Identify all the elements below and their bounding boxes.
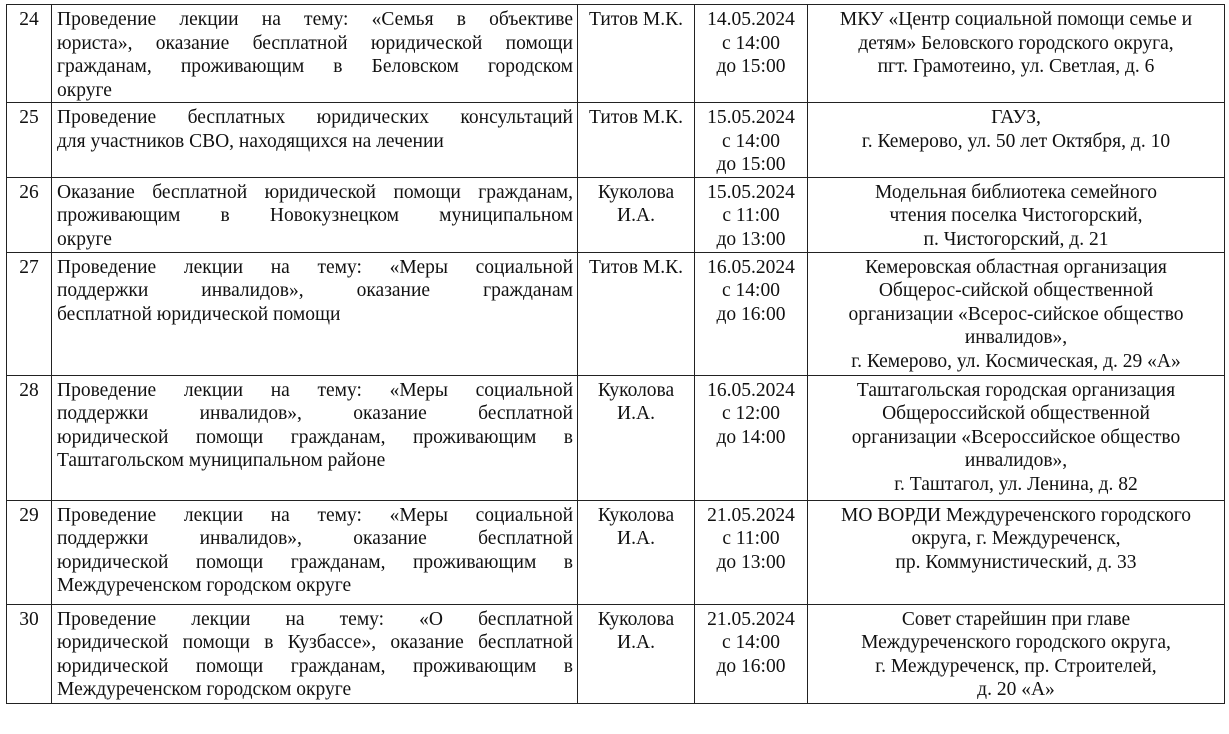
event-datetime-line: до 15:00 xyxy=(716,56,786,77)
event-location-cell xyxy=(808,500,1225,604)
event-description-line: Проведение лекции на тему: «Семья в объективе xyxy=(57,9,573,30)
table-row xyxy=(7,5,1225,103)
event-location-line: пр. Коммунистический, д. 33 xyxy=(895,551,1137,573)
event-description-line: Оказание бесплатной юридической помощи гражданам, xyxy=(57,181,573,203)
event-datetime-line: 14.05.2024 xyxy=(707,9,795,30)
row-number-cell xyxy=(7,375,52,500)
event-location-line: инвалидов», xyxy=(964,327,1068,348)
event-description-cell xyxy=(52,500,578,604)
event-location-line: округа, г. Междуреченск, xyxy=(911,528,1121,549)
event-location-cell xyxy=(808,177,1225,252)
event-location-line: МО ВОРДИ Междуреченского городского xyxy=(840,504,1192,526)
event-location-line: Общерос-сийской общественной xyxy=(878,280,1154,301)
event-description-line: Проведение лекции на тему: «Меры социальной xyxy=(57,504,573,526)
event-description-line: юридической помощи гражданам, проживающим в xyxy=(57,426,573,448)
event-location-line: Кемеровская областная организация xyxy=(865,256,1167,278)
event-location-line: чтения поселка Чистогорский, xyxy=(889,205,1143,226)
row-number: 25 xyxy=(19,107,39,128)
event-datetime-cell xyxy=(695,5,808,103)
event-location-cell xyxy=(808,252,1225,375)
event-description-line: округе xyxy=(57,79,112,101)
event-description-cell xyxy=(52,252,578,375)
events-table xyxy=(6,4,1225,704)
table-row xyxy=(7,252,1225,375)
event-description-line: поддержки инвалидов», оказание бесплатной xyxy=(57,528,573,549)
event-datetime-line: с 11:00 xyxy=(722,528,780,549)
responsible-person-line: Куколова xyxy=(597,504,675,526)
event-datetime-line: с 12:00 xyxy=(722,403,780,424)
event-datetime-line: до 16:00 xyxy=(716,655,786,677)
event-description-line: юриста», оказание бесплатной юридической помощи xyxy=(57,32,573,54)
events-table-page xyxy=(6,4,1224,704)
responsible-person-cell xyxy=(578,103,695,178)
event-datetime-cell xyxy=(695,177,808,252)
row-number-cell xyxy=(7,604,52,703)
event-datetime-line: до 16:00 xyxy=(716,303,786,325)
responsible-person-cell xyxy=(578,5,695,103)
event-description-line: поддержки инвалидов», оказание гражданам xyxy=(57,280,573,301)
event-location-line: организации «Всерос-сийское общество xyxy=(848,303,1184,325)
event-description-cell xyxy=(52,103,578,178)
table-row xyxy=(7,177,1225,252)
event-datetime-line: 16.05.2024 xyxy=(707,256,795,278)
row-number: 24 xyxy=(19,9,39,30)
event-location-line: Совет старейшин при главе xyxy=(901,608,1131,630)
row-number: 30 xyxy=(19,608,39,630)
event-description-line: бесплатной юридической помощи xyxy=(57,303,341,325)
event-location-line: г. Кемерово, ул. Космическая, д. 29 «А» xyxy=(851,350,1181,372)
event-description-line: Междуреченском городском округе xyxy=(57,679,352,700)
event-location-line: ГАУЗ, xyxy=(991,107,1041,128)
event-location-line: организации «Всероссийское общество xyxy=(851,426,1181,448)
event-location-cell xyxy=(808,604,1225,703)
event-description-line: проживающим в Новокузнецком муниципальном xyxy=(57,205,573,226)
events-table-body xyxy=(7,5,1225,704)
event-datetime-line: 16.05.2024 xyxy=(707,379,795,401)
event-datetime-cell xyxy=(695,604,808,703)
event-datetime-line: до 15:00 xyxy=(716,154,786,175)
event-description-line: юридической помощи в Кузбассе», оказание бесплатной xyxy=(57,632,573,653)
responsible-person-line: И.А. xyxy=(617,205,655,226)
responsible-person-line: Титов М.К. xyxy=(588,107,684,128)
row-number-cell xyxy=(7,5,52,103)
row-number-cell xyxy=(7,177,52,252)
table-row xyxy=(7,103,1225,178)
event-datetime-cell xyxy=(695,500,808,604)
event-location-line: Междуреченского городского округа, xyxy=(861,632,1171,653)
row-number: 26 xyxy=(19,181,39,203)
event-description-line: юридической помощи гражданам, проживающим в xyxy=(57,551,573,573)
responsible-person-line: Куколова xyxy=(597,379,675,401)
event-description-line: Междуреченском городском округе xyxy=(57,575,352,596)
row-number-cell xyxy=(7,103,52,178)
event-location-cell xyxy=(808,5,1225,103)
event-datetime-line: 21.05.2024 xyxy=(707,608,795,630)
event-description-cell xyxy=(52,604,578,703)
responsible-person-line: Куколова xyxy=(597,608,675,630)
event-location-line: МКУ «Центр социальной помощи семье и xyxy=(839,9,1193,30)
event-location-cell xyxy=(808,103,1225,178)
event-datetime-line: с 14:00 xyxy=(722,280,780,301)
event-datetime-line: с 14:00 xyxy=(722,632,780,653)
event-location-line: Таштагольская городская организация xyxy=(856,379,1176,401)
responsible-person-line: И.А. xyxy=(617,528,655,549)
event-datetime-line: до 13:00 xyxy=(716,551,786,573)
event-datetime-cell xyxy=(695,103,808,178)
event-location-line: детям» Беловского городского округа, xyxy=(858,32,1174,54)
row-number: 29 xyxy=(19,504,39,526)
responsible-person-cell xyxy=(578,375,695,500)
row-number-cell xyxy=(7,500,52,604)
event-datetime-line: до 14:00 xyxy=(716,426,786,448)
table-row xyxy=(7,604,1225,703)
responsible-person-line: И.А. xyxy=(617,403,655,424)
event-location-line: г. Таштагол, ул. Ленина, д. 82 xyxy=(894,473,1138,495)
responsible-person-line: И.А. xyxy=(617,632,655,653)
event-location-line: инвалидов», xyxy=(964,450,1068,471)
event-location-line: Общероссийской общественной xyxy=(882,403,1150,424)
event-description-cell xyxy=(52,5,578,103)
event-datetime-line: до 13:00 xyxy=(716,228,786,250)
responsible-person-line: Куколова xyxy=(597,181,675,203)
event-location-line: п. Чистогорский, д. 21 xyxy=(923,228,1109,250)
row-number: 27 xyxy=(19,256,39,278)
event-location-line: г. Междуреченск, пр. Строителей, xyxy=(875,655,1157,677)
row-number-cell xyxy=(7,252,52,375)
event-description-line: Проведение лекции на тему: «О бесплатной xyxy=(57,608,573,630)
responsible-person-line: Титов М.К. xyxy=(588,256,684,278)
event-datetime-line: 15.05.2024 xyxy=(707,181,795,203)
event-description-line: Проведение бесплатных юридических консультаций xyxy=(57,107,573,128)
event-description-cell xyxy=(52,177,578,252)
responsible-person-cell xyxy=(578,500,695,604)
event-datetime-line: 21.05.2024 xyxy=(707,504,795,526)
event-datetime-line: с 11:00 xyxy=(722,205,780,226)
event-description-line: юридической помощи гражданам, проживающим в xyxy=(57,655,573,677)
event-description-line: для участников СВО, находящихся на лечении xyxy=(57,130,444,152)
event-datetime-line: 15.05.2024 xyxy=(707,107,795,128)
event-description-line: Проведение лекции на тему: «Меры социальной xyxy=(57,256,573,278)
event-datetime-cell xyxy=(695,375,808,500)
event-datetime-cell xyxy=(695,252,808,375)
responsible-person-cell xyxy=(578,604,695,703)
event-description-line: округе xyxy=(57,228,112,250)
event-location-line: Модельная библиотека семейного xyxy=(875,181,1157,203)
responsible-person-cell xyxy=(578,177,695,252)
event-location-line: г. Кемерово, ул. 50 лет Октября, д. 10 xyxy=(861,130,1171,152)
table-row xyxy=(7,500,1225,604)
event-datetime-line: с 14:00 xyxy=(722,32,780,54)
event-description-cell xyxy=(52,375,578,500)
event-location-line: д. 20 «А» xyxy=(977,679,1055,700)
responsible-person-cell xyxy=(578,252,695,375)
responsible-person-line: Титов М.К. xyxy=(588,9,684,30)
event-description-line: поддержки инвалидов», оказание бесплатной xyxy=(57,403,573,424)
table-row xyxy=(7,375,1225,500)
event-location-cell xyxy=(808,375,1225,500)
event-datetime-line: с 14:00 xyxy=(722,130,780,152)
event-location-line: пгт. Грамотеино, ул. Светлая, д. 6 xyxy=(877,56,1155,77)
row-number: 28 xyxy=(19,379,39,401)
event-description-line: Таштагольском муниципальном районе xyxy=(57,450,386,471)
event-description-line: гражданам, проживающим в Беловском городском xyxy=(57,56,573,77)
event-description-line: Проведение лекции на тему: «Меры социальной xyxy=(57,379,573,401)
